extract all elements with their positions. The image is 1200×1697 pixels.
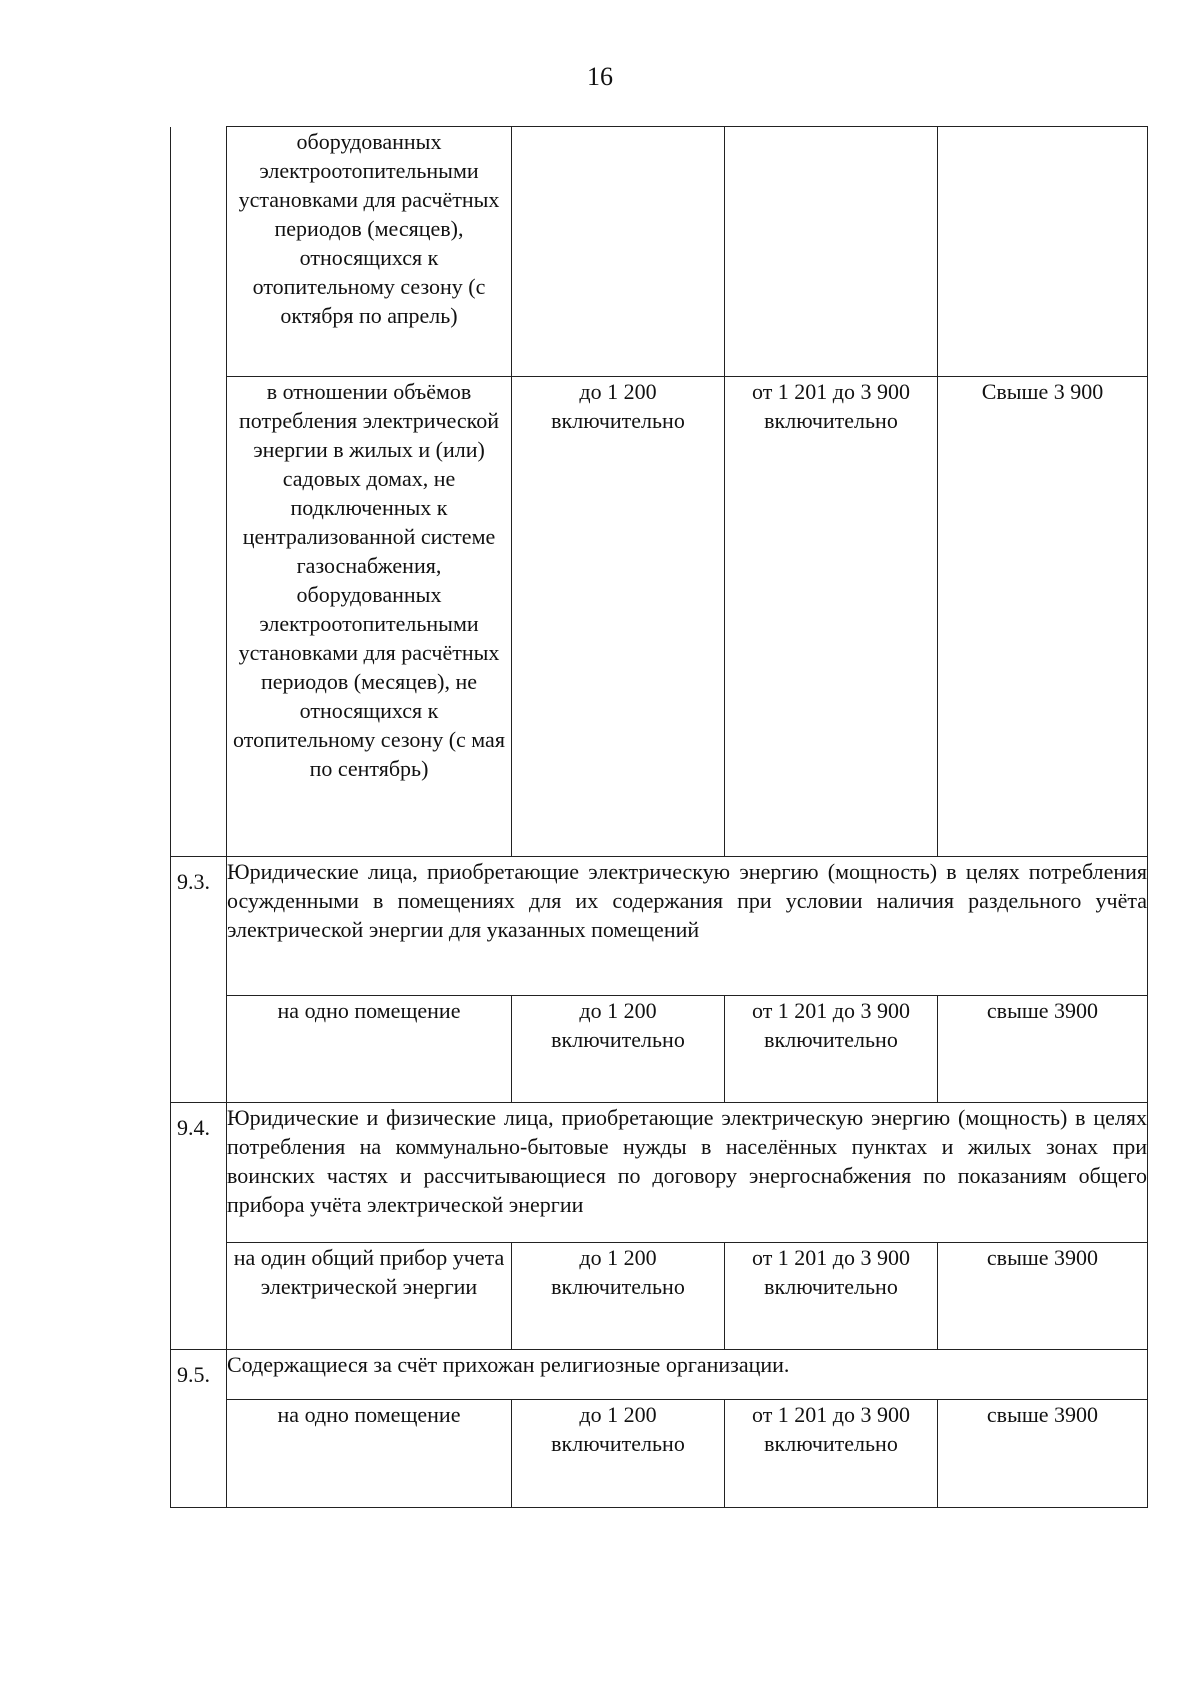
section-number: 9.5. [171,1350,227,1508]
category-cell: на одно помещение [227,1400,512,1508]
category-cell: на одно помещение [227,996,512,1103]
table-row [171,377,1148,857]
volume-mid-cell: от 1 201 до 3 900 включительно [725,377,938,857]
section-description: Содержащиеся за счёт прихожан религиозные организации. [227,1350,1148,1400]
table-row [171,996,1148,1103]
volume-mid-cell [725,127,938,377]
section-header-row [171,857,1148,996]
volume-high-cell [938,127,1148,377]
row-number-cell [171,127,227,857]
volume-low-cell: до 1 200 включительно [512,1243,725,1350]
section-header-row [171,1350,1148,1400]
volume-mid-cell: от 1 201 до 3 900 включительно [725,996,938,1103]
section-description: Юридические и физические лица, приобретающие электрическую энергию (мощность) в целях потребления на коммунально-бытовые нужды в населённых пунктах и жилых зонах при воинских частях и рассчитывающиеся по договору энергоснабжения по показаниям общего прибора учёта электрической энергии [227,1103,1148,1243]
volume-high-cell: свыше 3900 [938,1400,1148,1508]
volume-low-cell [512,127,725,377]
volume-low-cell: до 1 200 включительно [512,996,725,1103]
table-row [171,127,1148,377]
category-cell: на один общий прибор учета электрической энергии [227,1243,512,1350]
volume-low-cell: до 1 200 включительно [512,377,725,857]
section-number: 9.3. [171,857,227,1103]
volume-high-cell: свыше 3900 [938,996,1148,1103]
table-row [171,1400,1148,1508]
volume-low-cell: до 1 200 включительно [512,1400,725,1508]
category-cell: в отношении объёмов потребления электрической энергии в жилых и (или) садовых домах, не подключенных к централизованной системе газоснабжения, оборудованных электроотопительными установками для расчётных периодов (месяцев), не относящихся к отопительному сезону (с мая по сентябрь) [227,377,512,857]
category-cell: оборудованных электроотопительными установками для расчётных периодов (месяцев), относящихся к отопительному сезону (с октября по апрель) [227,127,512,377]
volume-high-cell: Свыше 3 900 [938,377,1148,857]
section-description: Юридические лица, приобретающие электрическую энергию (мощность) в целях потребления осужденными в помещениях для их содержания при условии наличия раздельного учёта электрической энергии для указанных помещений [227,857,1148,996]
volume-mid-cell: от 1 201 до 3 900 включительно [725,1243,938,1350]
volume-mid-cell: от 1 201 до 3 900 включительно [725,1400,938,1508]
tariff-table [170,126,1148,1508]
table-row [171,1243,1148,1350]
page-number: 16 [587,62,613,91]
section-header-row [171,1103,1148,1243]
section-number: 9.4. [171,1103,227,1350]
volume-high-cell: свыше 3900 [938,1243,1148,1350]
